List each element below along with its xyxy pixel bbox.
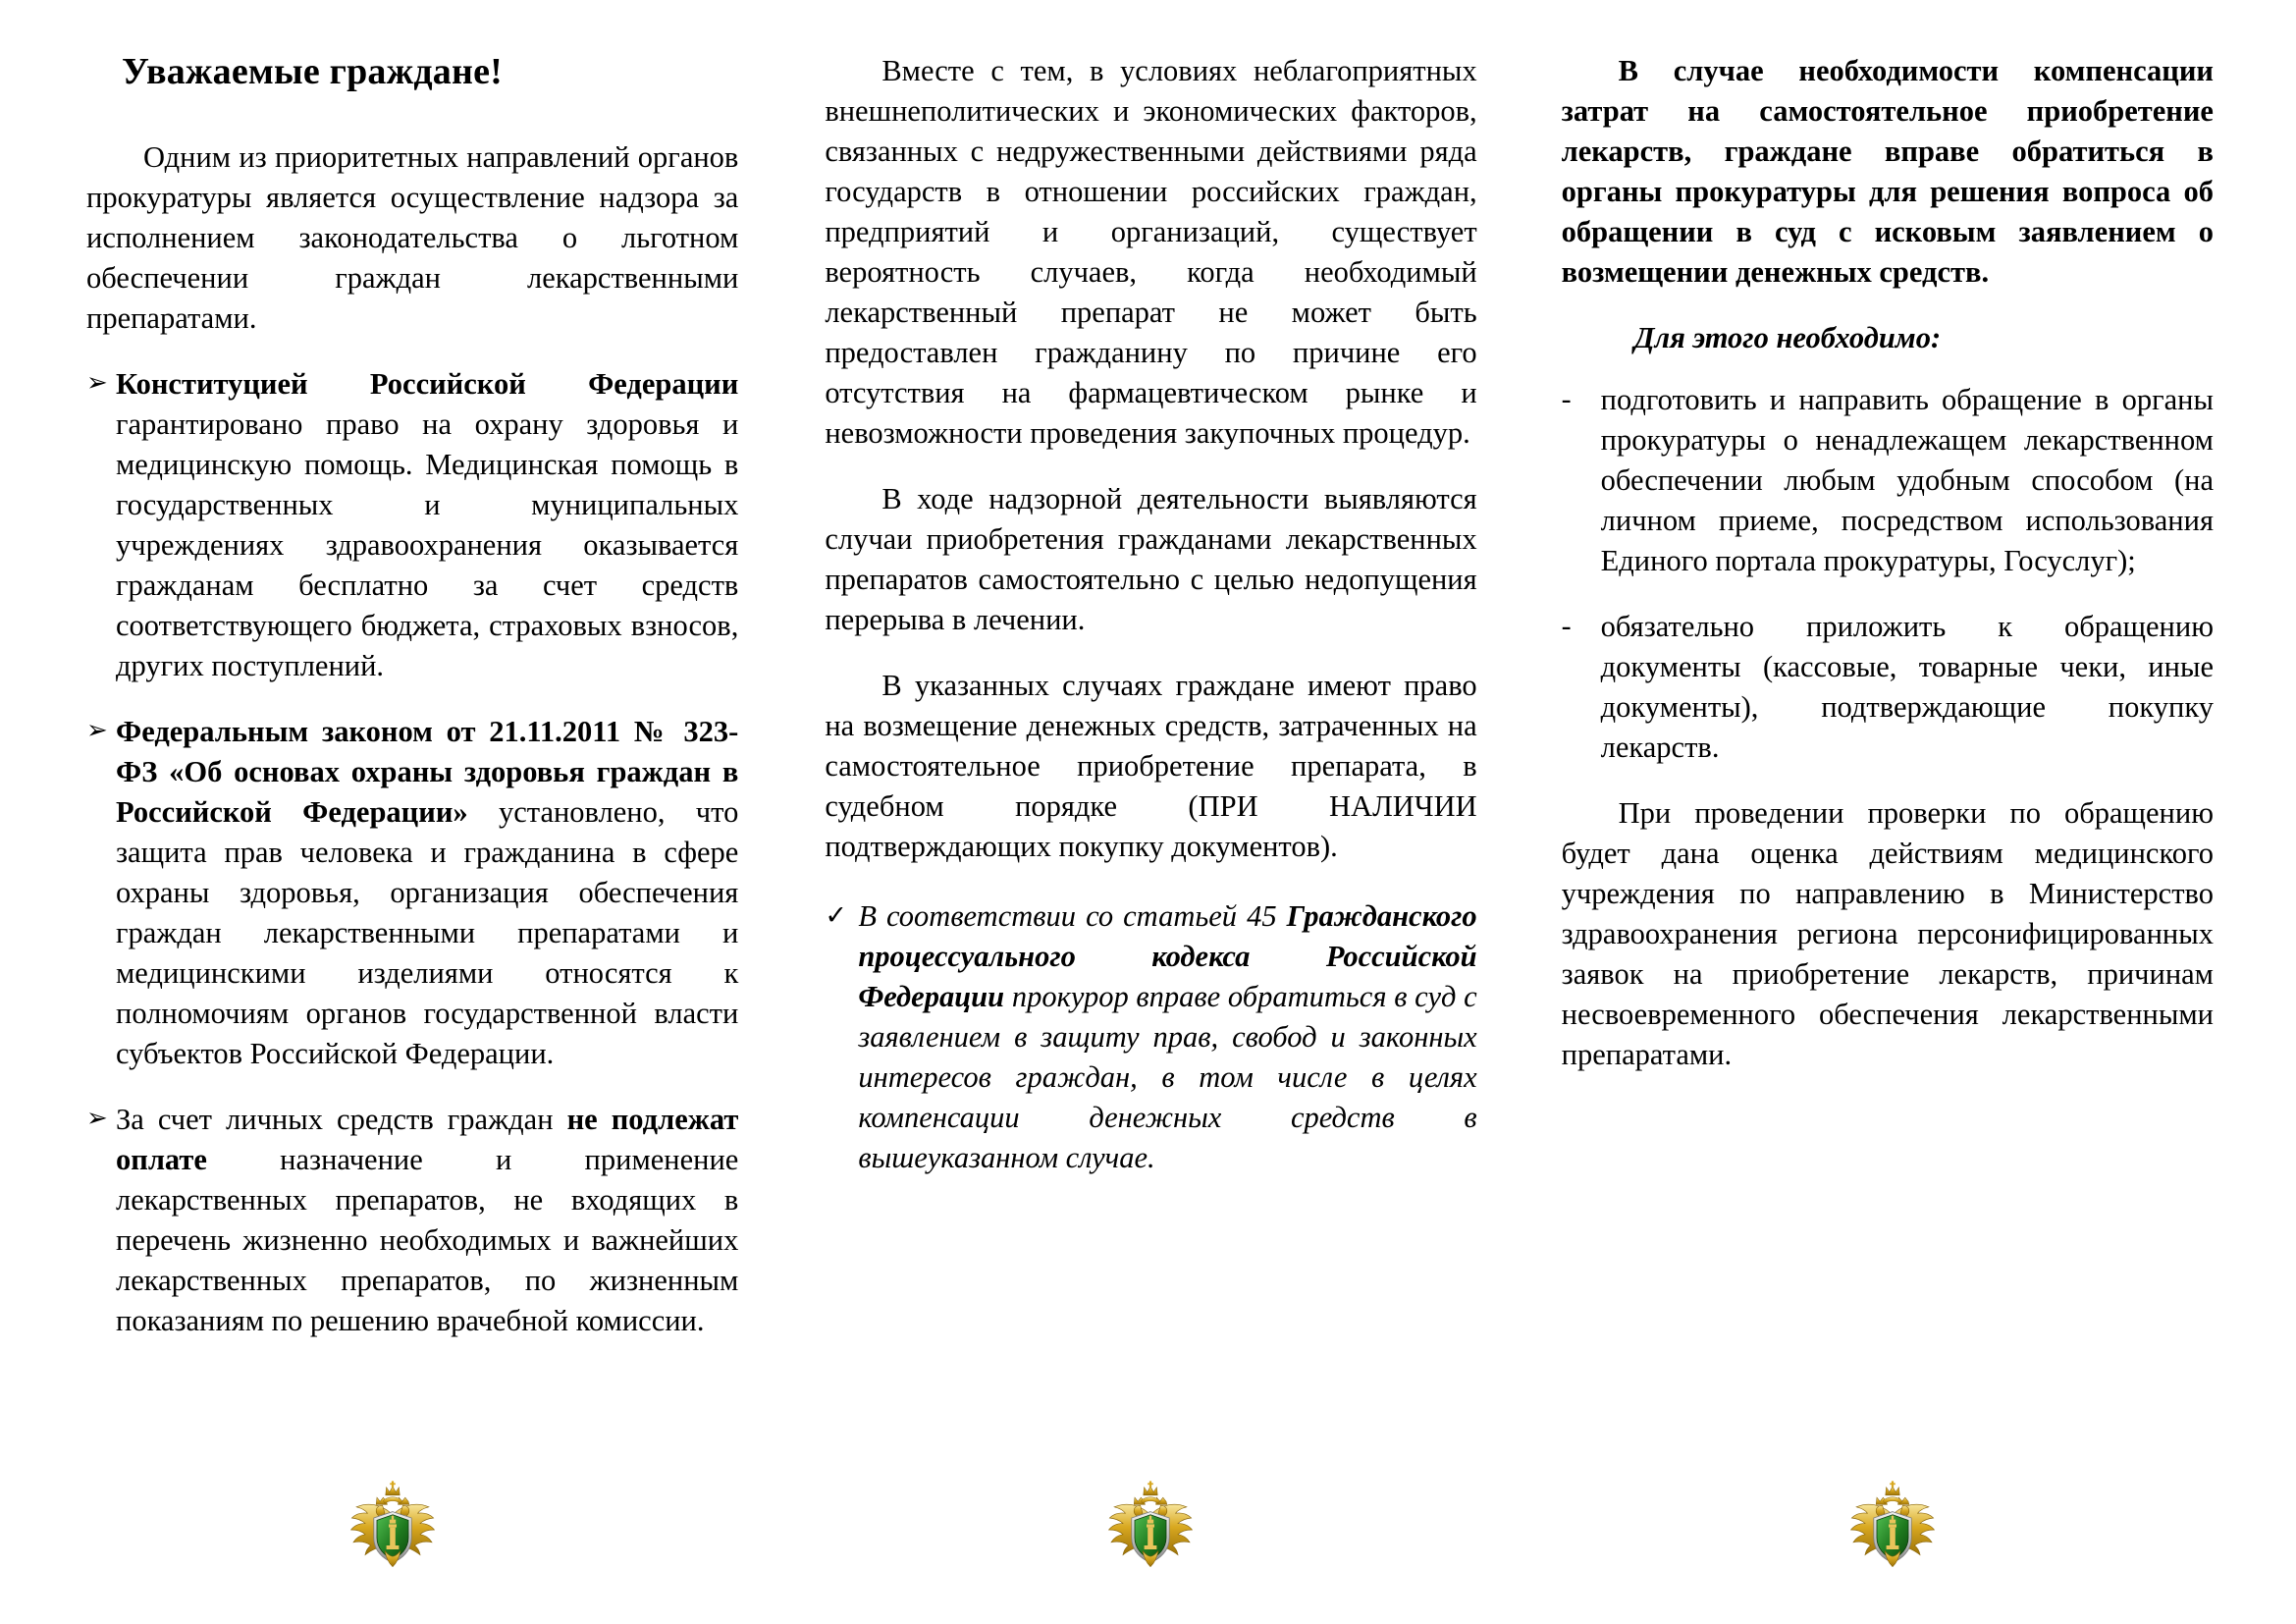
column-1: [69, 51, 762, 1624]
list-item: [86, 712, 738, 1074]
list-item-bold-mid: не подлежат оплате: [116, 1103, 739, 1177]
list-item-text: [116, 712, 738, 1074]
list-item: [1562, 607, 2214, 768]
column-2-spacer: [825, 1204, 1476, 1479]
list-item-lead: За счет личных средств граждан: [116, 1103, 567, 1137]
column-1-bullet-list: [86, 364, 738, 1367]
list-item-text: [116, 1100, 738, 1341]
column-3-emblem-container: [1562, 1479, 2214, 1624]
paragraph: Вместе с тем, в условиях неблагоприятных внешнеполитических и экономических факторов, связанных с недружественными действиями ряда государств в отношении российских граждан, предприятий и организаций, существует вероятность случаев, когда необходимый лекарственный препарат не может быть предоставлен гражданину по причине его отсутствия на фармацевтическом рынке и невозможности проведения закупочных процедур.: [825, 54, 1477, 451]
arrow-bullet-icon: ➢: [86, 367, 108, 398]
list-item-text: [858, 896, 1476, 1178]
list-item: [86, 1100, 738, 1341]
list-item-text: [116, 364, 738, 686]
list-item-rest: установлено, что защита прав человека и гражданина в сфере охраны здоровья, организация обеспечения граждан лекарственными препаратами и медицинскими изделиями относятся к полномочиям органов государственной власти субъектов Российской Федерации.: [116, 794, 739, 1071]
column-1-spacer: [86, 1367, 738, 1479]
arrow-bullet-icon: ➢: [86, 715, 108, 745]
prosecutors-office-emblem: [1845, 1479, 1940, 1573]
subheading: Для этого необходимо:: [1633, 321, 1942, 355]
paragraph: В указанных случаях граждане имеют право на возмещение денежных средств, затраченных на самостоятельное приобретение препарата, в судебном порядке (ПРИ НАЛИЧИИ подтверждающих покупку документов).: [825, 669, 1477, 864]
list-item-bold-mid: Гражданского процессуального кодекса Российской Федерации: [858, 899, 1477, 1014]
column-3-dash-list: [1562, 380, 2214, 793]
arrow-bullet-icon: ➢: [86, 1104, 108, 1134]
list-item-text: обязательно приложить к обращению документы (кассовые, товарные чеки, иные документы), подтверждающие покупку лекарств.: [1600, 610, 2214, 765]
intro-paragraph: Одним из приоритетных направлений органов прокуратуры является осуществление надзора за исполнением законодательства о льготном обеспечении граждан лекарственными препаратами.: [86, 139, 739, 335]
dash-bullet-icon: -: [1561, 610, 1572, 643]
lead-paragraph: В случае необходимости компенсации затрат на самостоятельное приобретение лекарств, граждане вправе обратиться в органы прокуратуры для решения вопроса об обращении в суд с исковым заявлением о возмещении денежных средств.: [1561, 54, 2214, 290]
list-item-lead: В соответствии со статьей 45: [858, 899, 1287, 934]
list-item-rest: прокурор вправе обратиться в суд с заявлением в защиту прав, свобод и законных интересов граждан, в том числе в целях компенсации денежных средств в вышеуказанном случае.: [858, 980, 1477, 1175]
list-item-rest: назначение и применение лекарственных препаратов, не входящих в перечень жизненно необходимых и важнейших лекарственных препаратов, по жизненным показаниям по решению врачебной комиссии.: [116, 1143, 739, 1338]
prosecutors-office-emblem: [1103, 1479, 1198, 1573]
column-2-emblem-container: [825, 1479, 1476, 1624]
list-item-bold-lead: Конституцией Российской Федерации: [116, 366, 739, 401]
column-1-emblem-container: [86, 1479, 738, 1624]
list-item-text: подготовить и направить обращение в органы прокуратуры о ненадлежащем лекарственном обеспечении любым удобным способом (на личном приеме, посредством использования Единого портала прокуратуры, Госуслуг);: [1600, 383, 2214, 578]
prosecutors-office-emblem: [346, 1479, 440, 1573]
closing-paragraph: При проведении проверки по обращению будет дана оценка действиям медицинского учреждения по направлению в Министерство здравоохранения региона персонифицированных заявок на приобретение лекарств, причинам несвоевременного обеспечения лекарственными препаратами.: [1561, 796, 2214, 1072]
list-item: [86, 364, 738, 686]
page-title: Уважаемые граждане!: [122, 51, 504, 92]
column-3-spacer: [1562, 1101, 2214, 1479]
column-3: [1540, 51, 2227, 1624]
column-2: [807, 51, 1494, 1624]
checkmark-bullet-icon: ✓: [825, 900, 847, 932]
list-item: [1562, 380, 2214, 581]
paragraph: В ходе надзорной деятельности выявляются случаи приобретения гражданами лекарственных препаратов самостоятельно с целью недопущения перерыва в лечении.: [825, 482, 1477, 637]
list-item-rest: гарантировано право на охрану здоровья и медицинскую помощь. Медицинская помощь в государственных и муниципальных учреждениях здравоохранения оказывается гражданам бесплатно за счет средств соответствующего бюджета, страховых взносов, других поступлений.: [116, 406, 739, 682]
list-item: [825, 896, 1476, 1178]
dash-bullet-icon: -: [1561, 383, 1572, 416]
list-item-bold-lead: Федеральным законом от 21.11.2011 № 323-ФЗ «Об основах охраны здоровья граждан в Российской Федерации»: [116, 714, 739, 829]
